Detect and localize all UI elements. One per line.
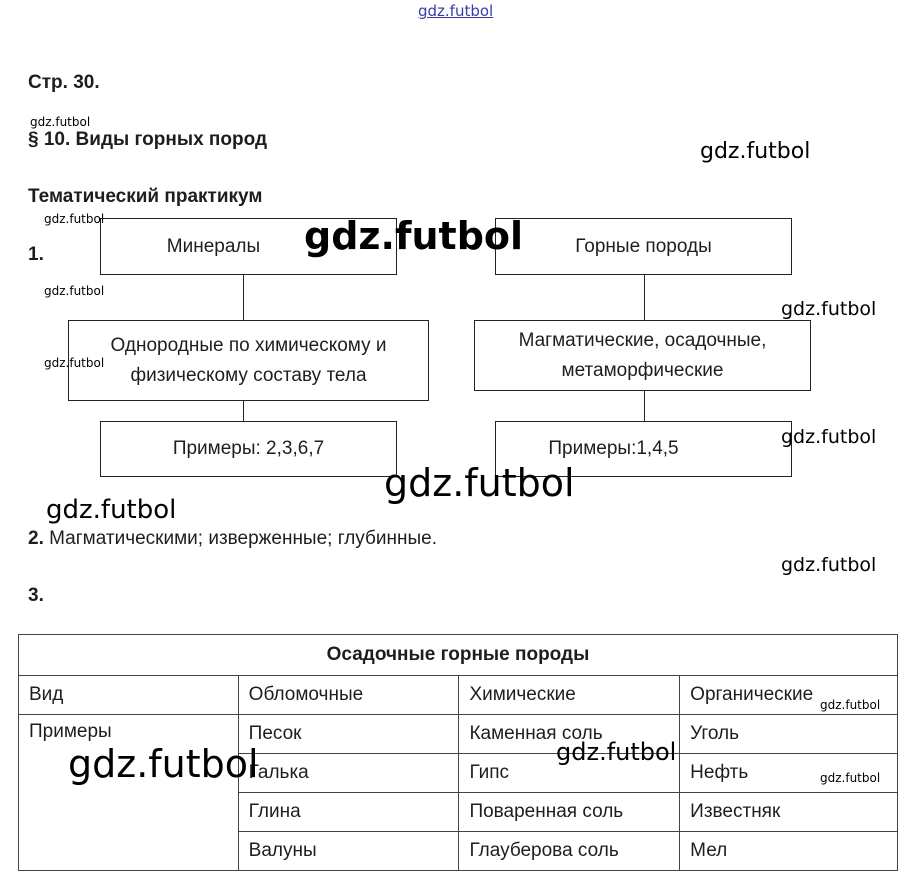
table-title-row bbox=[19, 635, 898, 676]
rocks-examples: Примеры:1,4,5 bbox=[548, 438, 679, 459]
table-kinds-row bbox=[19, 676, 898, 715]
task1-number: 1. bbox=[28, 244, 44, 265]
watermark-text: gdz.futbol bbox=[556, 738, 677, 766]
minerals-definition-line1: Однородные по химическому и bbox=[110, 334, 387, 356]
rocks-box bbox=[495, 218, 792, 275]
page-reference: Стр. 30. bbox=[28, 72, 100, 93]
rocks-definition-line2: метаморфические bbox=[561, 359, 724, 381]
minerals-title: Минералы bbox=[166, 235, 261, 257]
task2-answer bbox=[28, 528, 437, 550]
watermark-text: gdz.futbol bbox=[30, 115, 91, 129]
watermark-text: gdz.futbol bbox=[44, 356, 105, 370]
minerals-definition-line2: физическому составу тела bbox=[130, 364, 367, 386]
watermark-text: gdz.futbol bbox=[384, 461, 575, 505]
practicum-subtitle: Тематический практикум bbox=[28, 186, 263, 207]
kind-chemical: Химические bbox=[459, 676, 680, 715]
kind-label: Вид bbox=[19, 676, 239, 715]
table-cell: Валуны bbox=[238, 832, 459, 871]
task2-text: Магматическими; изверженные; глубинные. bbox=[49, 528, 438, 549]
table-cell: Глауберова соль bbox=[459, 832, 680, 871]
watermark-text: gdz.futbol bbox=[46, 495, 177, 525]
minerals-examples: Примеры: 2,3,6,7 bbox=[172, 438, 325, 459]
table-cell: Каменная соль bbox=[459, 715, 680, 754]
watermark-text: gdz.futbol bbox=[820, 698, 881, 712]
section-title: § 10. Виды горных пород bbox=[28, 129, 268, 150]
watermark-text: gdz.futbol bbox=[44, 284, 105, 298]
table-cell: Мел bbox=[680, 832, 898, 871]
table-cell: Гипс bbox=[459, 754, 680, 793]
watermark-text: gdz.futbol bbox=[781, 554, 877, 576]
watermark-text: gdz.futbol bbox=[304, 214, 524, 258]
kind-clastic: Обломочные bbox=[238, 676, 459, 715]
table-cell: Глина bbox=[238, 793, 459, 832]
table-cell: Уголь bbox=[680, 715, 898, 754]
minerals-definition-box bbox=[68, 320, 429, 401]
rocks-definition-box bbox=[474, 320, 811, 391]
watermark-text: gdz.futbol bbox=[820, 771, 881, 785]
connector-line bbox=[243, 401, 244, 421]
kind-organic: Органические bbox=[680, 676, 898, 715]
task3-number: 3. bbox=[28, 585, 44, 606]
table-cell: Песок bbox=[238, 715, 459, 754]
watermark-link[interactable]: gdz.futbol bbox=[418, 2, 494, 20]
table-cell: Галька bbox=[238, 754, 459, 793]
examples-label: Примеры bbox=[19, 715, 239, 871]
table-cell: Известняк bbox=[680, 793, 898, 832]
rocks-definition-line1: Магматические, осадочные, bbox=[518, 329, 767, 351]
table-title: Осадочные горные породы bbox=[19, 635, 898, 676]
watermark-text: gdz.futbol bbox=[68, 742, 259, 786]
watermark-text: gdz.futbol bbox=[700, 139, 811, 164]
connector-line bbox=[644, 275, 645, 320]
rocks-title: Горные породы bbox=[575, 235, 712, 257]
minerals-examples-box bbox=[100, 421, 397, 477]
watermark-text: gdz.futbol bbox=[44, 212, 105, 226]
task2-number: 2. bbox=[28, 528, 44, 549]
table-cell: Нефть bbox=[680, 754, 898, 793]
watermark-text: gdz.futbol bbox=[781, 298, 877, 320]
connector-line bbox=[644, 391, 645, 421]
connector-line bbox=[243, 275, 244, 320]
table-cell: Поваренная соль bbox=[459, 793, 680, 832]
watermark-text: gdz.futbol bbox=[781, 426, 877, 448]
